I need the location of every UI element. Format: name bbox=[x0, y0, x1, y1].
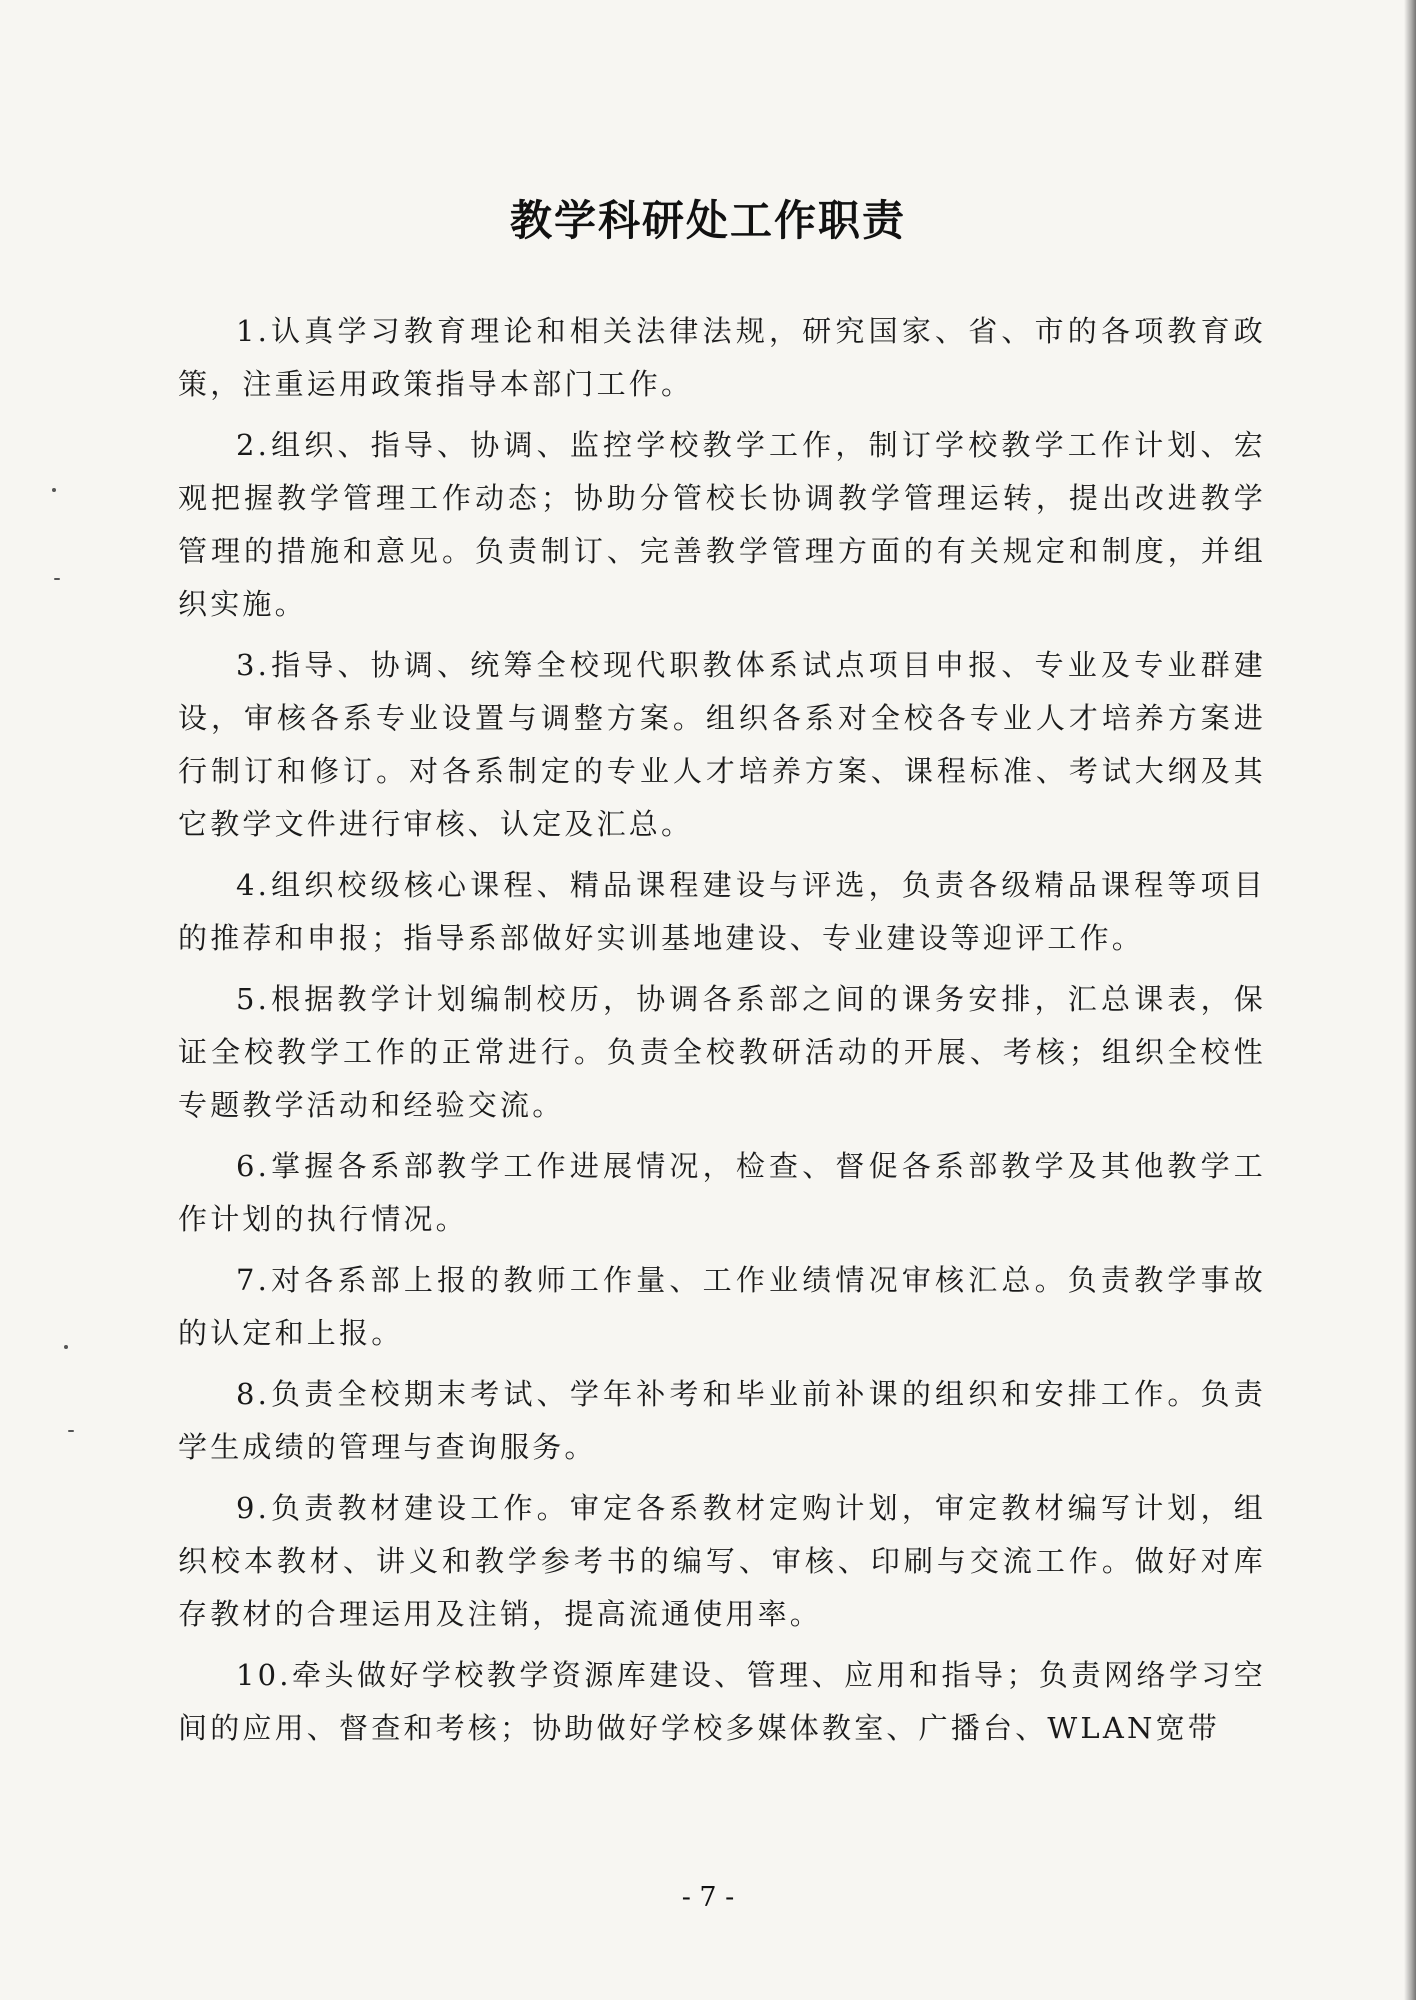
scan-speck bbox=[52, 488, 56, 492]
page-number: - 7 - bbox=[681, 1882, 735, 1913]
duty-item-3: 3.指导、协调、统筹全校现代职教体系试点项目申报、专业及专业群建设，审核各系专业设置与调整方案。组织各系对全校各专业人才培养方案进行制订和修订。对各系制定的专业人才培养方案、课程标准、考试大纲及其它教学文件进行审核、认定及汇总。 bbox=[178, 648, 1266, 841]
body-text bbox=[178, 305, 1266, 1763]
scan-speck bbox=[64, 1345, 68, 1349]
duty-item-5: 5.根据教学计划编制校历，协调各系部之间的课务安排，汇总课表，保证全校教学工作的正常进行。负责全校教研活动的开展、考核；组织全校性专题教学活动和经验交流。 bbox=[178, 982, 1266, 1122]
scan-speck bbox=[68, 1430, 74, 1432]
duty-item-9: 9.负责教材建设工作。审定各系教材定购计划，审定教材编写计划，组织校本教材、讲义和教学参考书的编写、审核、印刷与交流工作。做好对库存教材的合理运用及注销，提高流通使用率。 bbox=[178, 1491, 1266, 1631]
duty-item-1: 1.认真学习教育理论和相关法律法规，研究国家、省、市的各项教育政策，注重运用政策指导本部门工作。 bbox=[178, 314, 1266, 401]
page-title: 教学科研处工作职责 bbox=[509, 196, 906, 245]
duty-item-6: 6.掌握各系部教学工作进展情况，检查、督促各系部教学及其他教学工作计划的执行情况。 bbox=[178, 1149, 1266, 1236]
duty-item-8: 8.负责全校期末考试、学年补考和毕业前补课的组织和安排工作。负责学生成绩的管理与查询服务。 bbox=[178, 1377, 1266, 1464]
duty-item-7: 7.对各系部上报的教师工作量、工作业绩情况审核汇总。负责教学事故的认定和上报。 bbox=[178, 1263, 1266, 1350]
duty-item-4: 4.组织校级核心课程、精品课程建设与评选，负责各级精品课程等项目的推荐和申报；指导系部做好实训基地建设、专业建设等迎评工作。 bbox=[178, 868, 1266, 955]
scan-speck bbox=[54, 578, 60, 580]
scan-edge-shadow bbox=[1404, 0, 1416, 2000]
duty-item-10: 10.牵头做好学校教学资源库建设、管理、应用和指导；负责网络学习空间的应用、督查和考核；协助做好学校多媒体教室、广播台、WLAN宽带 bbox=[178, 1658, 1266, 1745]
duty-item-2: 2.组织、指导、协调、监控学校教学工作，制订学校教学工作计划、宏观把握教学管理工作动态；协助分管校长协调教学管理运转，提出改进教学管理的措施和意见。负责制订、完善教学管理方面的有关规定和制度，并组织实施。 bbox=[178, 428, 1266, 621]
